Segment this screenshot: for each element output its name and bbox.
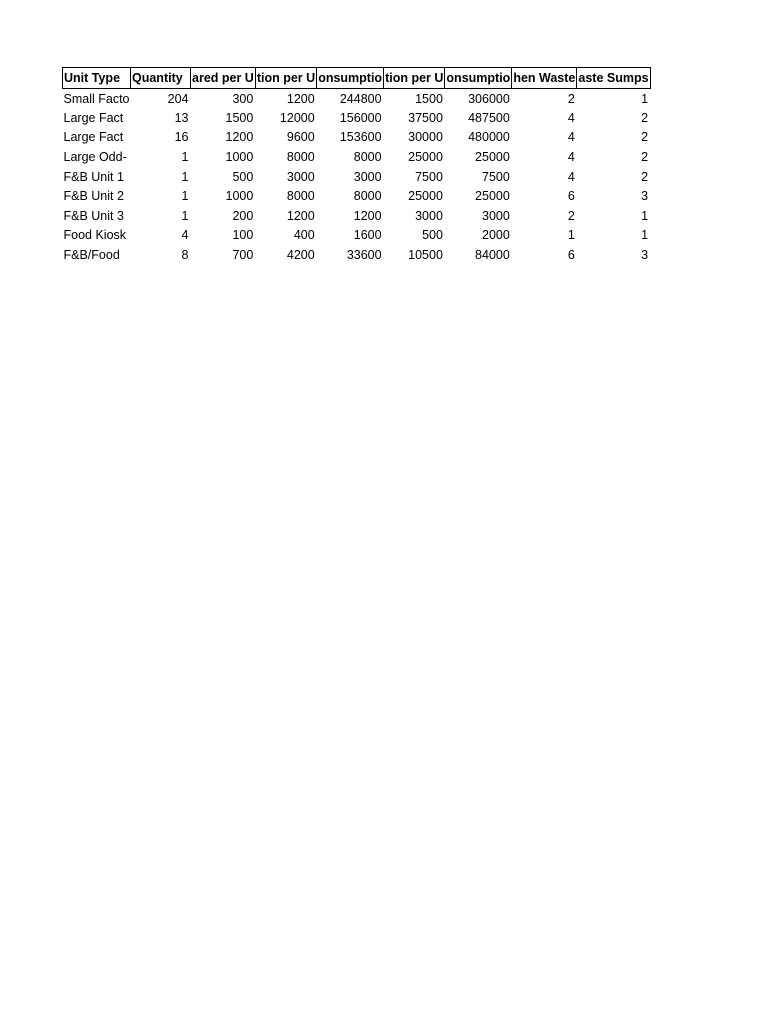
cell-consumption-per-unit[interactable]: 4200 — [286, 248, 315, 263]
cell-total-consumption-2[interactable]: 25000 — [475, 189, 510, 204]
cell-consumption-per-unit-2[interactable]: 10500 — [408, 248, 443, 263]
table-row — [63, 186, 651, 206]
cell-area-per-unit[interactable]: 500 — [232, 169, 254, 184]
table-row — [63, 89, 651, 109]
table-row — [63, 128, 651, 148]
cell-kitchen-waste[interactable]: 4 — [567, 110, 575, 125]
cell-consumption-per-unit-2[interactable]: 30000 — [408, 130, 443, 145]
cell-unit-type[interactable]: Large Fact — [63, 110, 124, 125]
cell-kitchen-waste[interactable]: 4 — [567, 150, 575, 165]
cell-consumption-per-unit[interactable]: 12000 — [279, 110, 315, 125]
cell-total-consumption[interactable]: 33600 — [346, 248, 382, 263]
cell-waste-sumps[interactable]: 2 — [641, 150, 649, 165]
cell-area-per-unit[interactable]: 300 — [232, 91, 254, 106]
cell-waste-sumps[interactable]: 1 — [641, 91, 649, 106]
cell-consumption-per-unit-2[interactable]: 500 — [422, 228, 443, 243]
cell-area-per-unit[interactable]: 1000 — [225, 189, 254, 204]
cell-unit-type[interactable]: F&B Unit 2 — [63, 189, 124, 204]
cell-consumption-per-unit[interactable]: 3000 — [286, 169, 315, 184]
table-row — [63, 226, 651, 246]
cell-unit-type[interactable]: Food Kiosk — [63, 228, 127, 243]
cell-total-consumption-2[interactable]: 487500 — [468, 110, 510, 125]
header-waste-sumps[interactable]: aste Sumps — [577, 68, 650, 89]
cell-total-consumption[interactable]: 244800 — [339, 91, 382, 106]
cell-consumption-per-unit-2[interactable]: 1500 — [415, 91, 443, 106]
cell-unit-type[interactable]: Small Facto — [63, 91, 130, 106]
cell-consumption-per-unit-2[interactable]: 3000 — [415, 208, 443, 223]
table-row — [63, 108, 651, 128]
header-area-per-unit[interactable]: ared per U — [191, 68, 256, 89]
cell-quantity[interactable]: 204 — [167, 91, 189, 106]
cell-total-consumption[interactable]: 153600 — [339, 130, 382, 145]
cell-consumption-per-unit[interactable]: 400 — [293, 228, 315, 243]
cell-unit-type[interactable]: F&B Unit 1 — [63, 169, 124, 184]
cell-total-consumption-2[interactable]: 3000 — [482, 208, 510, 223]
cell-area-per-unit[interactable]: 200 — [232, 208, 254, 223]
cell-kitchen-waste[interactable]: 2 — [567, 91, 575, 106]
cell-consumption-per-unit[interactable]: 8000 — [286, 189, 315, 204]
cell-quantity[interactable]: 1 — [181, 189, 189, 204]
cell-consumption-per-unit-2[interactable]: 37500 — [408, 110, 443, 125]
cell-area-per-unit[interactable]: 1500 — [225, 110, 254, 125]
header-consumption-per-unit-2[interactable]: tion per U — [384, 68, 445, 89]
cell-area-per-unit[interactable]: 1000 — [225, 150, 254, 165]
cell-kitchen-waste[interactable]: 1 — [567, 228, 575, 243]
cell-total-consumption-2[interactable]: 2000 — [482, 228, 510, 243]
table-row — [63, 167, 651, 187]
cell-quantity[interactable]: 13 — [174, 110, 189, 125]
header-total-consumption[interactable]: onsumptio — [317, 68, 384, 89]
cell-kitchen-waste[interactable]: 6 — [567, 189, 575, 204]
table-row — [63, 245, 651, 265]
cell-area-per-unit[interactable]: 1200 — [225, 130, 254, 145]
table-body — [63, 89, 651, 265]
header-quantity[interactable]: Quantity — [131, 68, 191, 89]
cell-total-consumption-2[interactable]: 84000 — [475, 248, 510, 263]
table-row — [63, 147, 651, 167]
header-total-consumption-2[interactable]: onsumptio — [445, 68, 512, 89]
header-kitchen-waste[interactable]: hen Waste — [512, 68, 577, 89]
cell-quantity[interactable]: 1 — [181, 169, 189, 184]
cell-total-consumption[interactable]: 3000 — [353, 169, 382, 184]
cell-total-consumption-2[interactable]: 306000 — [468, 91, 510, 106]
header-unit-type[interactable]: Unit Type — [63, 68, 131, 89]
cell-quantity[interactable]: 4 — [181, 228, 189, 243]
cell-unit-type[interactable]: Large Odd- — [63, 150, 127, 165]
cell-waste-sumps[interactable]: 2 — [641, 110, 649, 125]
cell-waste-sumps[interactable]: 2 — [641, 130, 649, 145]
cell-quantity[interactable]: 1 — [181, 208, 189, 223]
cell-consumption-per-unit-2[interactable]: 25000 — [408, 189, 443, 204]
cell-consumption-per-unit-2[interactable]: 7500 — [415, 169, 443, 184]
cell-total-consumption[interactable]: 8000 — [353, 189, 382, 204]
cell-consumption-per-unit[interactable]: 1200 — [286, 91, 315, 106]
cell-consumption-per-unit-2[interactable]: 25000 — [408, 150, 443, 165]
header-consumption-per-unit[interactable]: tion per U — [255, 68, 316, 89]
cell-consumption-per-unit[interactable]: 9600 — [286, 130, 315, 145]
cell-quantity[interactable]: 8 — [181, 248, 189, 263]
cell-kitchen-waste[interactable]: 4 — [567, 169, 575, 184]
cell-kitchen-waste[interactable]: 4 — [567, 130, 575, 145]
cell-waste-sumps[interactable]: 3 — [641, 189, 649, 204]
cell-waste-sumps[interactable]: 3 — [641, 248, 649, 263]
cell-waste-sumps[interactable]: 1 — [641, 228, 649, 243]
cell-total-consumption-2[interactable]: 25000 — [475, 150, 510, 165]
cell-quantity[interactable]: 1 — [181, 150, 189, 165]
cell-unit-type[interactable]: F&B Unit 3 — [63, 208, 124, 223]
cell-area-per-unit[interactable]: 100 — [232, 228, 254, 243]
header-row — [63, 68, 651, 89]
cell-consumption-per-unit[interactable]: 1200 — [286, 208, 315, 223]
cell-total-consumption-2[interactable]: 7500 — [482, 169, 510, 184]
cell-unit-type[interactable]: Large Fact — [63, 130, 124, 145]
cell-total-consumption[interactable]: 8000 — [353, 150, 382, 165]
cell-unit-type[interactable]: F&B/Food — [63, 248, 120, 263]
cell-total-consumption[interactable]: 1600 — [353, 228, 382, 243]
cell-total-consumption[interactable]: 1200 — [353, 208, 382, 223]
cell-kitchen-waste[interactable]: 2 — [567, 208, 575, 223]
cell-quantity[interactable]: 16 — [174, 130, 189, 145]
cell-total-consumption[interactable]: 156000 — [339, 110, 382, 125]
cell-consumption-per-unit[interactable]: 8000 — [286, 150, 315, 165]
cell-waste-sumps[interactable]: 1 — [641, 208, 649, 223]
cell-area-per-unit[interactable]: 700 — [232, 248, 254, 263]
cell-kitchen-waste[interactable]: 6 — [567, 248, 575, 263]
header-row-group — [63, 68, 651, 89]
table-row — [63, 206, 651, 226]
cell-waste-sumps[interactable]: 2 — [641, 169, 649, 184]
spreadsheet-table — [62, 67, 651, 265]
cell-total-consumption-2[interactable]: 480000 — [468, 130, 510, 145]
